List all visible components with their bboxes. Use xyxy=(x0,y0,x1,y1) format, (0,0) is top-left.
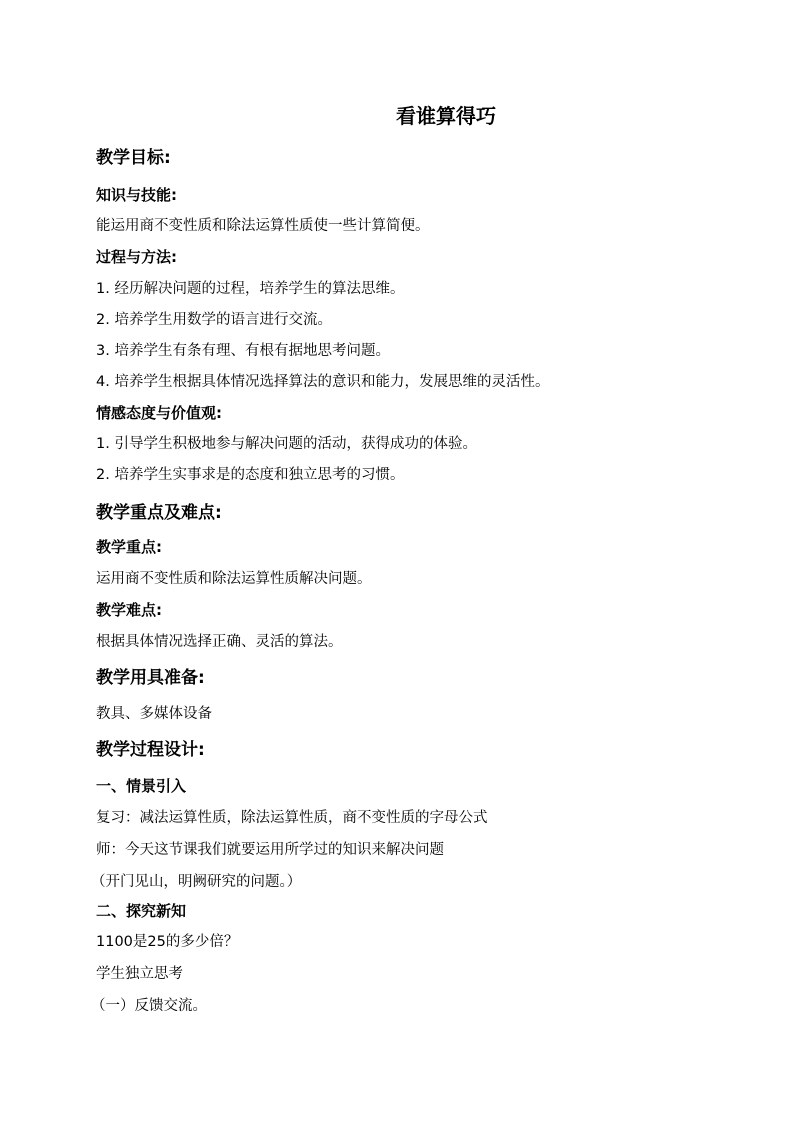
knowledge-heading: 知识与技能: xyxy=(96,186,177,204)
tools-text: 教具、多媒体设备 xyxy=(96,706,212,722)
process-heading: 过程与方法: xyxy=(96,248,177,266)
key-points-heading: 教学重点及难点: xyxy=(96,503,222,523)
process-item: 2. 培养学生用数学的语言进行交流。 xyxy=(96,312,332,328)
objectives-heading: 教学目标: xyxy=(96,148,171,168)
focus-heading: 教学重点: xyxy=(96,538,162,556)
emotion-heading: 情感态度与价值观: xyxy=(96,404,222,422)
tools-heading: 教学用具准备: xyxy=(96,668,205,688)
process-item: 4. 培养学生根据具体情况选择算法的意识和能力，发展思维的灵活性。 xyxy=(96,374,550,390)
design-heading: 教学过程设计: xyxy=(96,740,205,760)
section2-line: （一）反馈交流。 xyxy=(91,998,207,1014)
process-item: 3. 培养学生有条有理、有根有据地思考问题。 xyxy=(96,343,390,359)
section1-heading: 一、情景引入 xyxy=(96,777,187,795)
document-title: 看谁算得巧 xyxy=(396,104,496,128)
difficulty-text: 根据具体情况选择正确、灵活的算法。 xyxy=(96,634,343,650)
knowledge-text: 能运用商不变性质和除法运算性质使一些计算简便。 xyxy=(96,218,430,234)
emotion-item: 2. 培养学生实事求是的态度和独立思考的习惯。 xyxy=(96,467,405,483)
difficulty-heading: 教学难点: xyxy=(96,601,162,619)
section1-line: 复习：减法运算性质，除法运算性质，商不变性质的字母公式 xyxy=(96,810,488,826)
process-item: 1. 经历解决问题的过程，培养学生的算法思维。 xyxy=(96,281,405,297)
focus-text: 运用商不变性质和除法运算性质解决问题。 xyxy=(96,571,372,587)
section2-line: 1100是25的多少倍？ xyxy=(96,934,239,950)
section2-heading: 二、探究新知 xyxy=(96,902,187,920)
emotion-item: 1. 引导学生积极地参与解决问题的活动，获得成功的体验。 xyxy=(96,436,477,452)
section2-line: 学生独立思考 xyxy=(96,966,183,982)
section1-line: （开门见山，明阙研究的问题。） xyxy=(91,874,302,890)
section1-line: 师：今天这节课我们就要运用所学过的知识来解决问题 xyxy=(96,842,444,858)
